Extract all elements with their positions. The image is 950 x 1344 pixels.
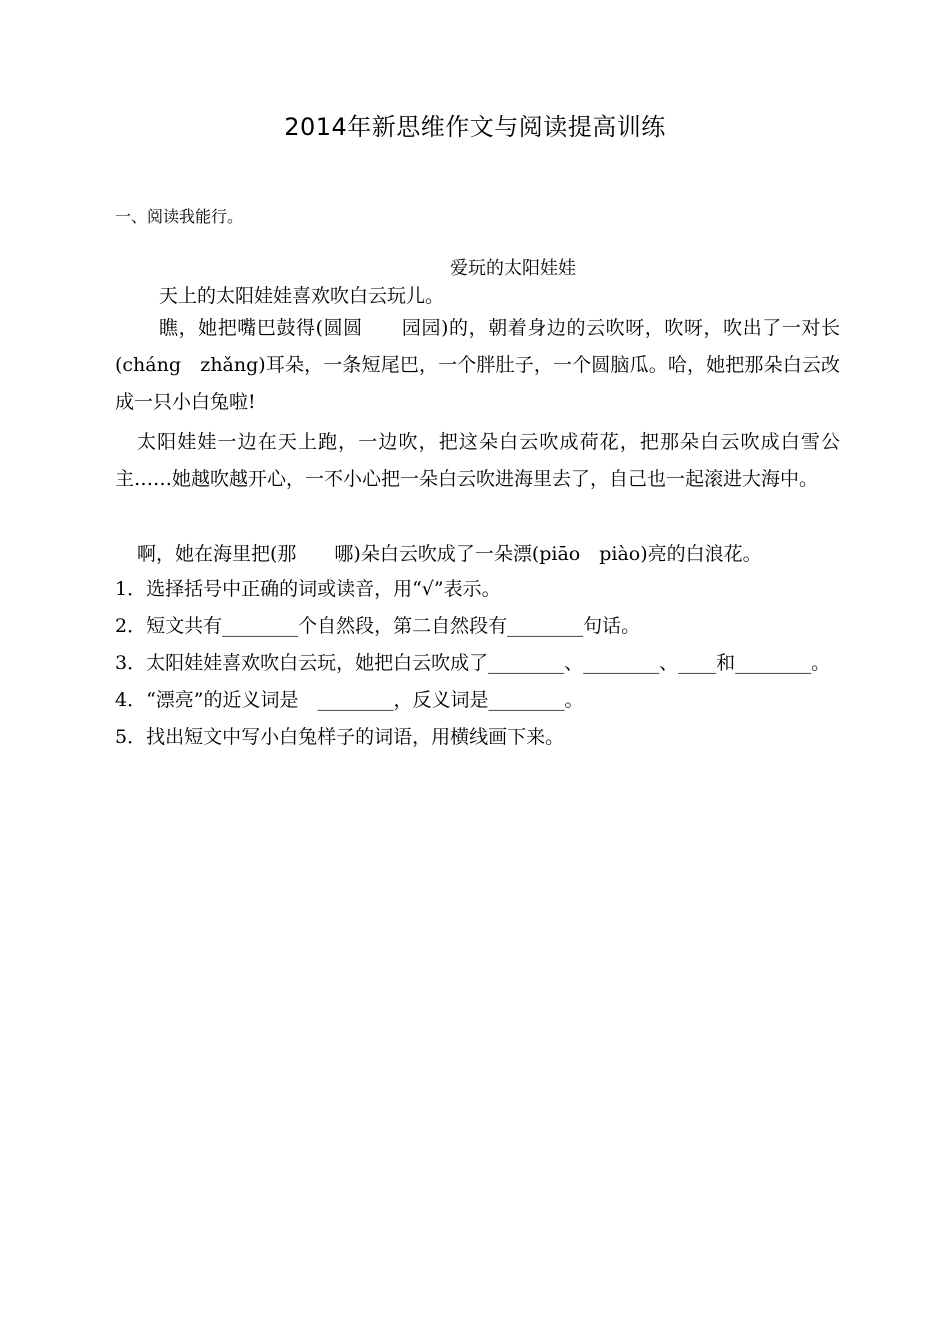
- story-paragraph-3: 太阳娃娃一边在天上跑，一边吹，把这朵白云吹成荷花，把那朵白云吹成白雪公主……她越吹越开心，一不小心把一朵白云吹进海里去了，自己也一起滚进大海中。: [115, 431, 840, 490]
- question-number: 4．: [115, 689, 147, 711]
- question-text: “漂亮”的近义词是 ________，反义词是________。: [146, 689, 584, 711]
- question-item-2: [115, 608, 840, 645]
- story-title: 爱玩的太阳娃娃: [450, 258, 576, 279]
- question-text: 短文共有________个自然段，第二自然段有________句话。: [146, 615, 641, 637]
- question-item-3: [115, 645, 840, 682]
- question-item-4: [115, 682, 840, 719]
- question-item-5: [115, 719, 840, 756]
- document-title: 2014年新思维作文与阅读提高训练: [284, 113, 666, 141]
- question-text: 选择括号中正确的词或读音，用“√”表示。: [146, 578, 501, 600]
- story-paragraph-2: 瞧，她把嘴巴鼓得(圆圆 园园)的，朝着身边的云吹呀，吹呀，吹出了一对长(cháng zhǎng)耳朵，一条短尾巴，一个胖肚子，一个圆脑瓜。哈，她把那朵白云改成一只小白兔啦!: [115, 317, 840, 413]
- section-heading: 一、阅读我能行。: [115, 207, 244, 226]
- story-paragraph-1: 天上的太阳娃娃喜欢吹白云玩儿。: [159, 285, 445, 307]
- question-list: [115, 571, 840, 756]
- question-number: 5．: [115, 726, 147, 748]
- question-number: 1．: [115, 578, 147, 600]
- question-text: 太阳娃娃喜欢吹白云玩，她把白云吹成了________、________、____和________。: [146, 652, 831, 674]
- question-number: 3．: [115, 652, 147, 674]
- question-text: 找出短文中写小白兔样子的词语，用横线画下来。: [146, 726, 565, 748]
- story-paragraph-4: 啊，她在海里把(那 哪)朵白云吹成了一朵漂(piāo piào)亮的白浪花。: [137, 543, 762, 565]
- question-number: 2．: [115, 615, 147, 637]
- question-item-1: [115, 571, 840, 608]
